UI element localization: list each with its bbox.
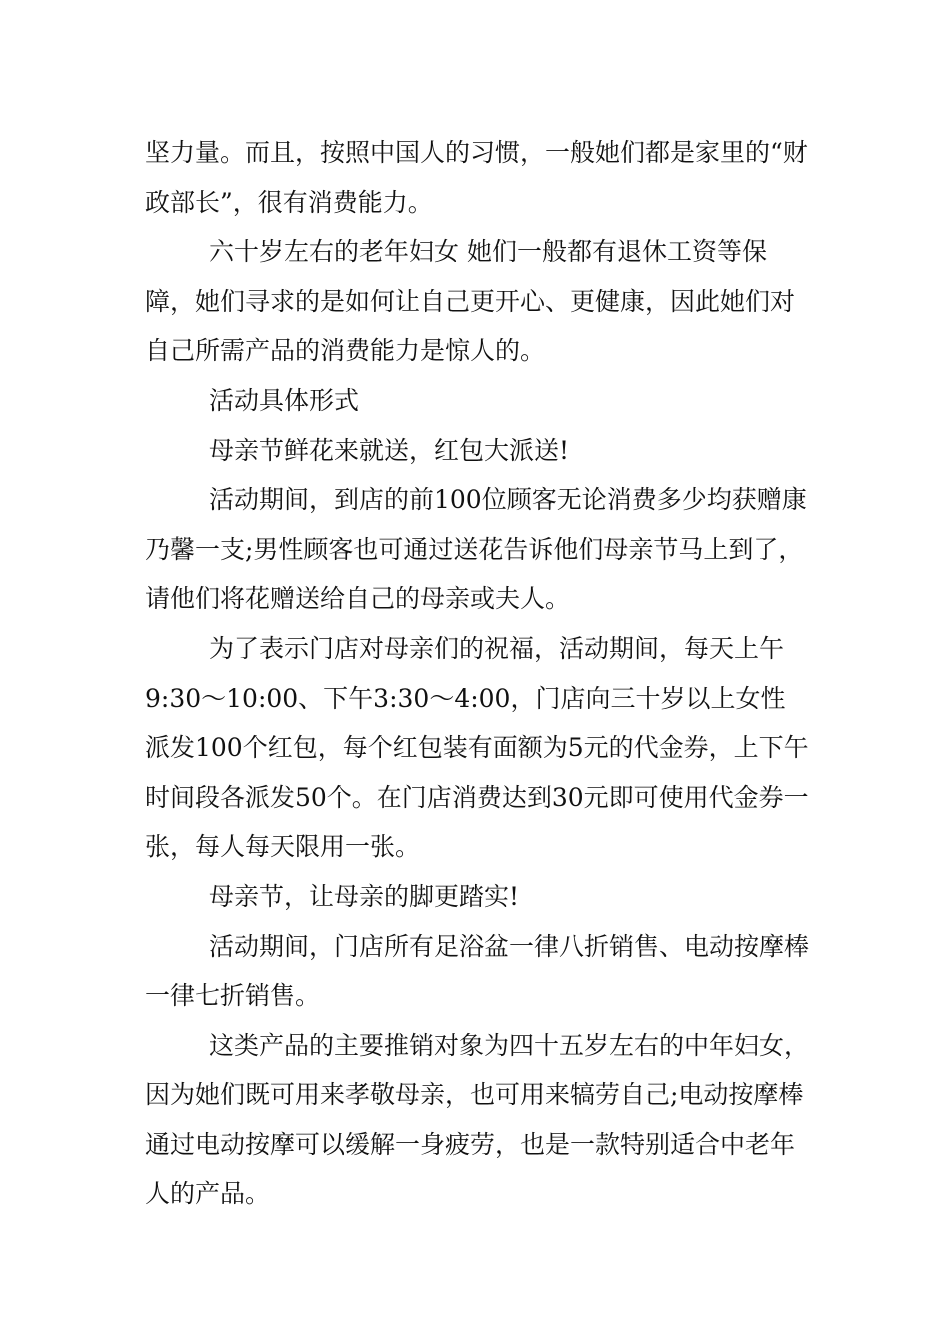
subheading-footbath: 母亲节，让母亲的脚更踏实! (209, 881, 520, 911)
paragraph-carnation-gift: 活动期间，到店的前100位顾客无论消费多少均获赠康乃馨一支;男性顾客也可通过送花告诉他们母亲节马上到了，请他们将花赠送给自己的母亲或夫人。 (145, 485, 807, 614)
paragraph-continued: 坚力量。而且，按照中国人的习惯，一般她们都是家里的“财政部长”，很有消费能力。 (145, 138, 808, 217)
paragraph-red-envelopes: 为了表示门店对母亲们的祝福，活动期间，每天上午9:30～10:00、下午3:30～4:00，门店向三十岁以上女性派发100个红包，每个红包装有面额为5元的代金券，上下午时间段各派发50个。在门店消费达到30元即可使用代金券一张，每人每天限用一张。 (145, 633, 809, 862)
paragraph-target-customers: 这类产品的主要推销对象为四十五岁左右的中年妇女，因为她们既可用来孝敬母亲，也可用来犒劳自己;电动按摩棒通过电动按摩可以缓解一身疲劳，也是一款特别适合中老年人的产品。 (145, 1030, 810, 1209)
paragraph-elderly-women: 六十岁左右的老年妇女 她们一般都有退休工资等保障，她们寻求的是如何让自己更开心、更健康，因此她们对自己所需产品的消费能力是惊人的。 (145, 237, 796, 366)
section-heading-activity-form: 活动具体形式 (209, 385, 360, 415)
document-body (145, 128, 810, 1219)
subheading-flowers-red-envelopes: 母亲节鲜花来就送，红包大派送! (209, 435, 570, 465)
paragraph-discounts: 活动期间，门店所有足浴盆一律八折销售、电动按摩棒一律七折销售。 (145, 931, 810, 1011)
